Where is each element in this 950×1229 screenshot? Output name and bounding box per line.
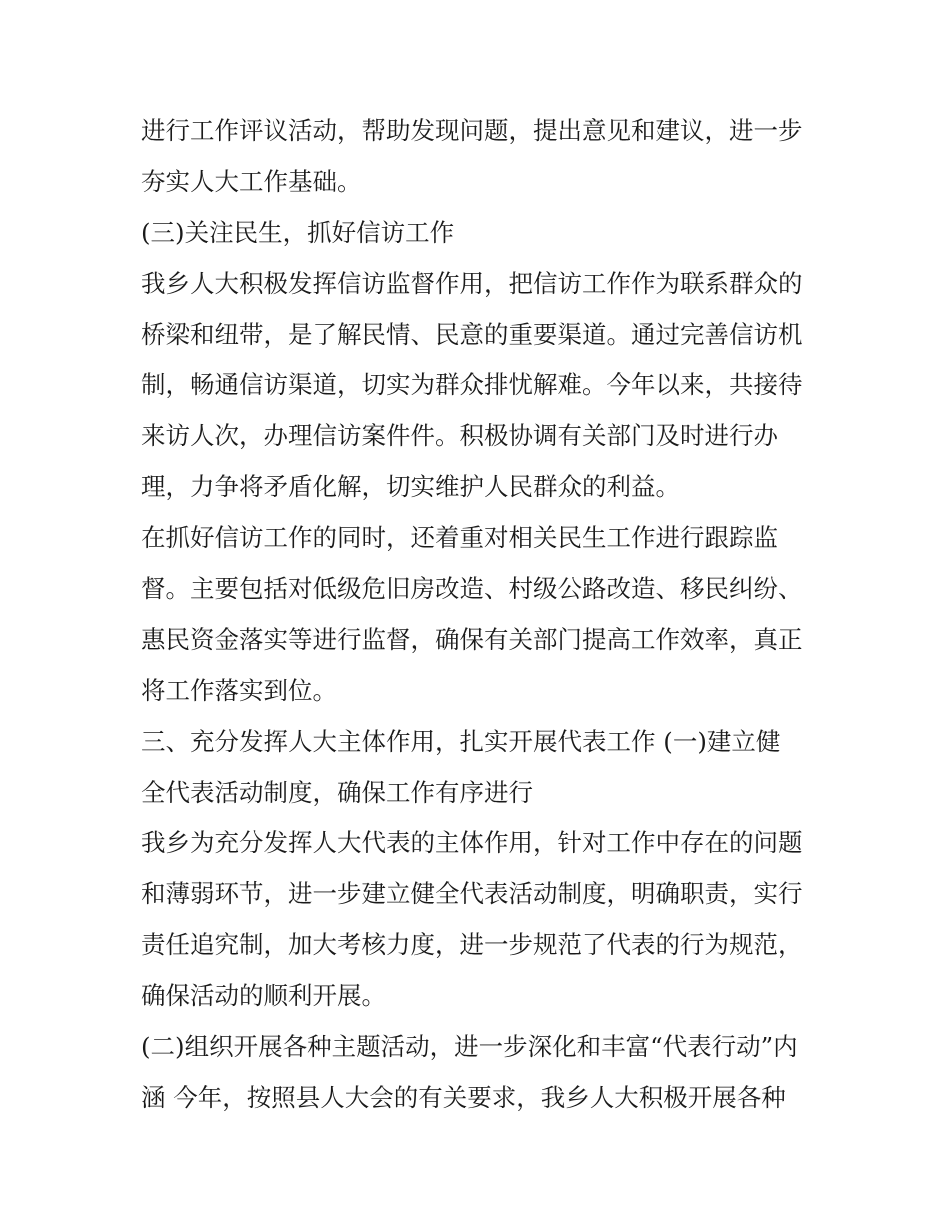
text-line: 我乡为充分发挥人大代表的主体作用，针对工作中存在的问题 <box>141 828 803 858</box>
section-heading: 全代表活动制度，确保工作有序进行 <box>141 777 533 807</box>
document-body <box>141 106 821 1124</box>
text-line: 桥梁和纽带，是了解民情、民意的重要渠道。通过完善信访机 <box>141 319 803 349</box>
text-line: 惠民资金落实等进行监督，确保有关部门提高工作效率，真正 <box>141 624 803 654</box>
text-line: 责任追究制，加大考核力度，进一步规范了代表的行为规范， <box>141 930 803 960</box>
text-line: 涵 今年，按照县人大会的有关要求，我乡人大积极开展各种 <box>141 1082 786 1112</box>
text-line: 和薄弱环节，进一步建立健全代表活动制度，明确职责，实行 <box>141 879 803 909</box>
text-line: 督。主要包括对低级危旧房改造、村级公路改造、移民纠纷、 <box>141 574 803 604</box>
text-line: 我乡人大积极发挥信访监督作用，把信访工作作为联系群众的 <box>141 268 803 298</box>
text-line: 来访人次，办理信访案件件。积极协调有关部门及时进行办 <box>141 421 778 451</box>
section-heading: (三)关注民生，抓好信访工作 <box>141 217 455 247</box>
text-line: 制，畅通信访渠道，切实为群众排忧解难。今年以来，共接待 <box>141 370 803 400</box>
section-heading: (二)组织开展各种主题活动，进一步深化和丰富“代表行动”内 <box>141 1032 798 1062</box>
text-line: 理，力争将矛盾化解，切实维护人民群众的利益。 <box>141 472 680 502</box>
text-line: 将工作落实到位。 <box>141 675 337 705</box>
text-line: 夯实人大工作基础。 <box>141 166 362 196</box>
text-line: 确保活动的顺利开展。 <box>141 981 386 1011</box>
text-line: 在抓好信访工作的同时，还着重对相关民生工作进行跟踪监 <box>141 523 778 553</box>
section-heading: 三、充分发挥人大主体作用，扎实开展代表工作 (一)建立健 <box>141 726 781 756</box>
text-line: 进行工作评议活动，帮助发现问题，提出意见和建议，进一步 <box>141 116 803 145</box>
